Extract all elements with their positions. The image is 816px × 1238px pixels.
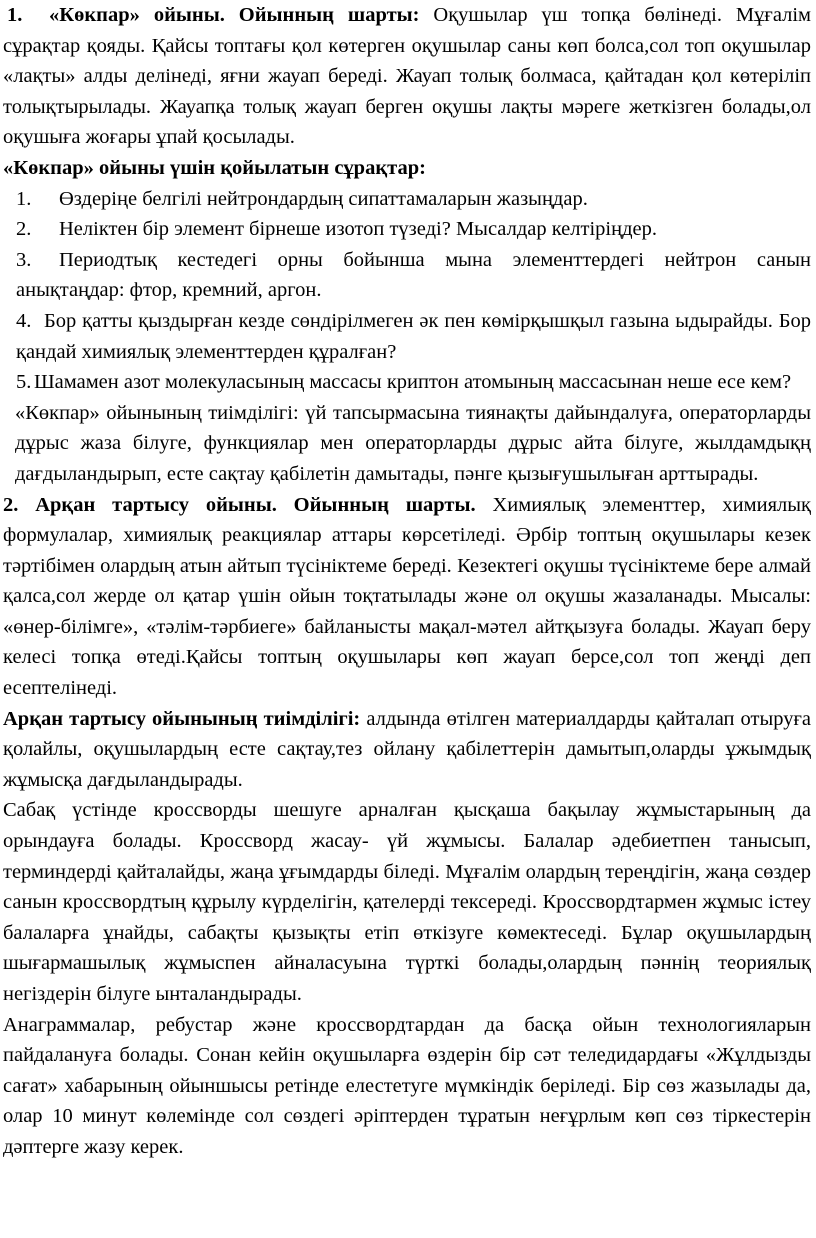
question-item [3,245,811,306]
section2-text: Химиялық элементтер, химиялық формулалар, химиялық реакциялар аттары көрсетіледі. Әрбір топтың оқушылары кезек тәртібімен олардың атын айтып түсініктеме береді. Кезектегі оқушы түсініктеме бере алмай қалса,сол жерде ол қатар үшін ойын тоқтатылады және ол оқушы жазаланады. Мысалы: «өнер-білімге», «тәлім-тәрбиеге» байланысты мақал-мәтел айтқызуға болады. Жауап беру келесі топқа өтеді.Қайсы топтың оқушылары көп жауап берсе,сол топ жеңді деп есептелінеді. [3,493,811,700]
arkan-effectiveness [3,704,811,796]
section1-number: 1. [7,4,23,26]
anagram-paragraph: Анаграммалар, ребустар және кроссвордтардан да басқа ойын технологияларын пайдалануға болады. Сонан кейін оқушыларға өздерін бір сәт теледидардағы «Жұлдызды сағат» хабарының ойыншысы ретінде елестетуге мүмкіндік беріледі. Бір сөз жазылады да, олар 10 минут көлемінде сол сөздегі әріптерден тұратын неғұрлым көп сөз тіркестерін дәптерге жазу керек. [3,1013,811,1158]
question-item [3,306,811,367]
arkan-effectiveness-text: алдында өтілген материалдарды қайталап отыруға қолайлы, оқушылардың есте сақтау,тез ойлану қабілеттерін дамытып,оларды ұжымдық жұмысқа дағдыландырады. [3,707,811,791]
section1-text: Оқушылар үш топқа бөлінеді. Мұғалім сұрақтар қояды. Қайсы топтағы қол көтерген оқушылар саны көп болса,сол топ оқушылар «лақты» алды делінеді, яғни жауап береді. Жауап толық болмаса, қайтадан қол көтеріліп толықтырылады. Жауапқа толық жауап берген оқушы лақты мәреге жеткізген болады,ол оқушыға жоғары ұпай қосылады. [3,4,811,149]
section1-paragraph [3,0,811,153]
question-text: Периодтық кестедегі орны бойынша мына элементтердегі нейтрон санын анықтаңдар: фтор, кремний, аргон. [16,248,811,302]
question-text: Бор қатты қыздырған кезде сөндірілмеген әк пен көмірқышқыл газына ыдырайды. Бор қандай химиялық элементтерден құралған? [16,309,811,363]
arkan-effectiveness-title: Арқан тартысу ойынының тиімділігі: [3,707,361,730]
question-number: 2. [16,218,32,241]
question-item [3,367,811,398]
question-text: Неліктен бір элемент бірнеше изотоп түзеді? Мысалдар келтіріңдер. [59,218,657,241]
question-number: 3. [16,248,32,271]
crossword-paragraph: Сабақ үстінде кроссворды шешуге арналған қысқаша бақылау жұмыстарының да орындауға болады. Кроссворд жасау- үй жұмысы. Балалар әдебиетпен танысып, терминдерді қайталайды, жаңа ұғымдарды біледі. Мұғалім олардың тереңдігін, жаңа сөздер санын кроссвордтың құрылу күрделігін, қателерді тексереді. Кроссвордтармен жұмыс істеу балаларға ұнайды, сабақты қызықты етіп өткізуге көмектеседі. Бұлар оқушылардың шығармашылық жұмыспен айналасуына түрткі болады,олардың пәннің теориялық негіздерін білуге ынталандырады. [3,799,811,1005]
question-text: Өздеріңе белгілі нейтрондардың сипаттамаларын жазыңдар. [59,187,588,210]
question-number: 4. [16,309,32,332]
section2-title: 2. Арқан тартысу ойыны. Ойынның шарты. [3,493,476,516]
question-number: 5. [16,371,32,394]
question-text: Шамамен азот молекуласының массасы криптон атомының массасынан неше есе кем? [34,371,792,394]
section1-title: «Көкпар» ойыны. Ойынның шарты: [49,4,420,26]
section2-paragraph [3,490,811,704]
questions-heading: «Көкпар» ойыны үшін қойылатын сұрақтар: [3,156,426,179]
kokpar-effectiveness: «Көкпар» ойынының тиімділігі: үй тапсырмасына тиянақты дайындалуға, операторларды дұрыс жаза білуге, функциялар мен операторларды дұрыс айта білуге, жылдамдықң дағдыландырып, есте сақтау қабілетін дамытады, пәнге қызығушылыған арттырады. [15,401,811,485]
question-item [3,214,811,245]
question-number: 1. [16,187,32,210]
question-item [3,184,811,215]
